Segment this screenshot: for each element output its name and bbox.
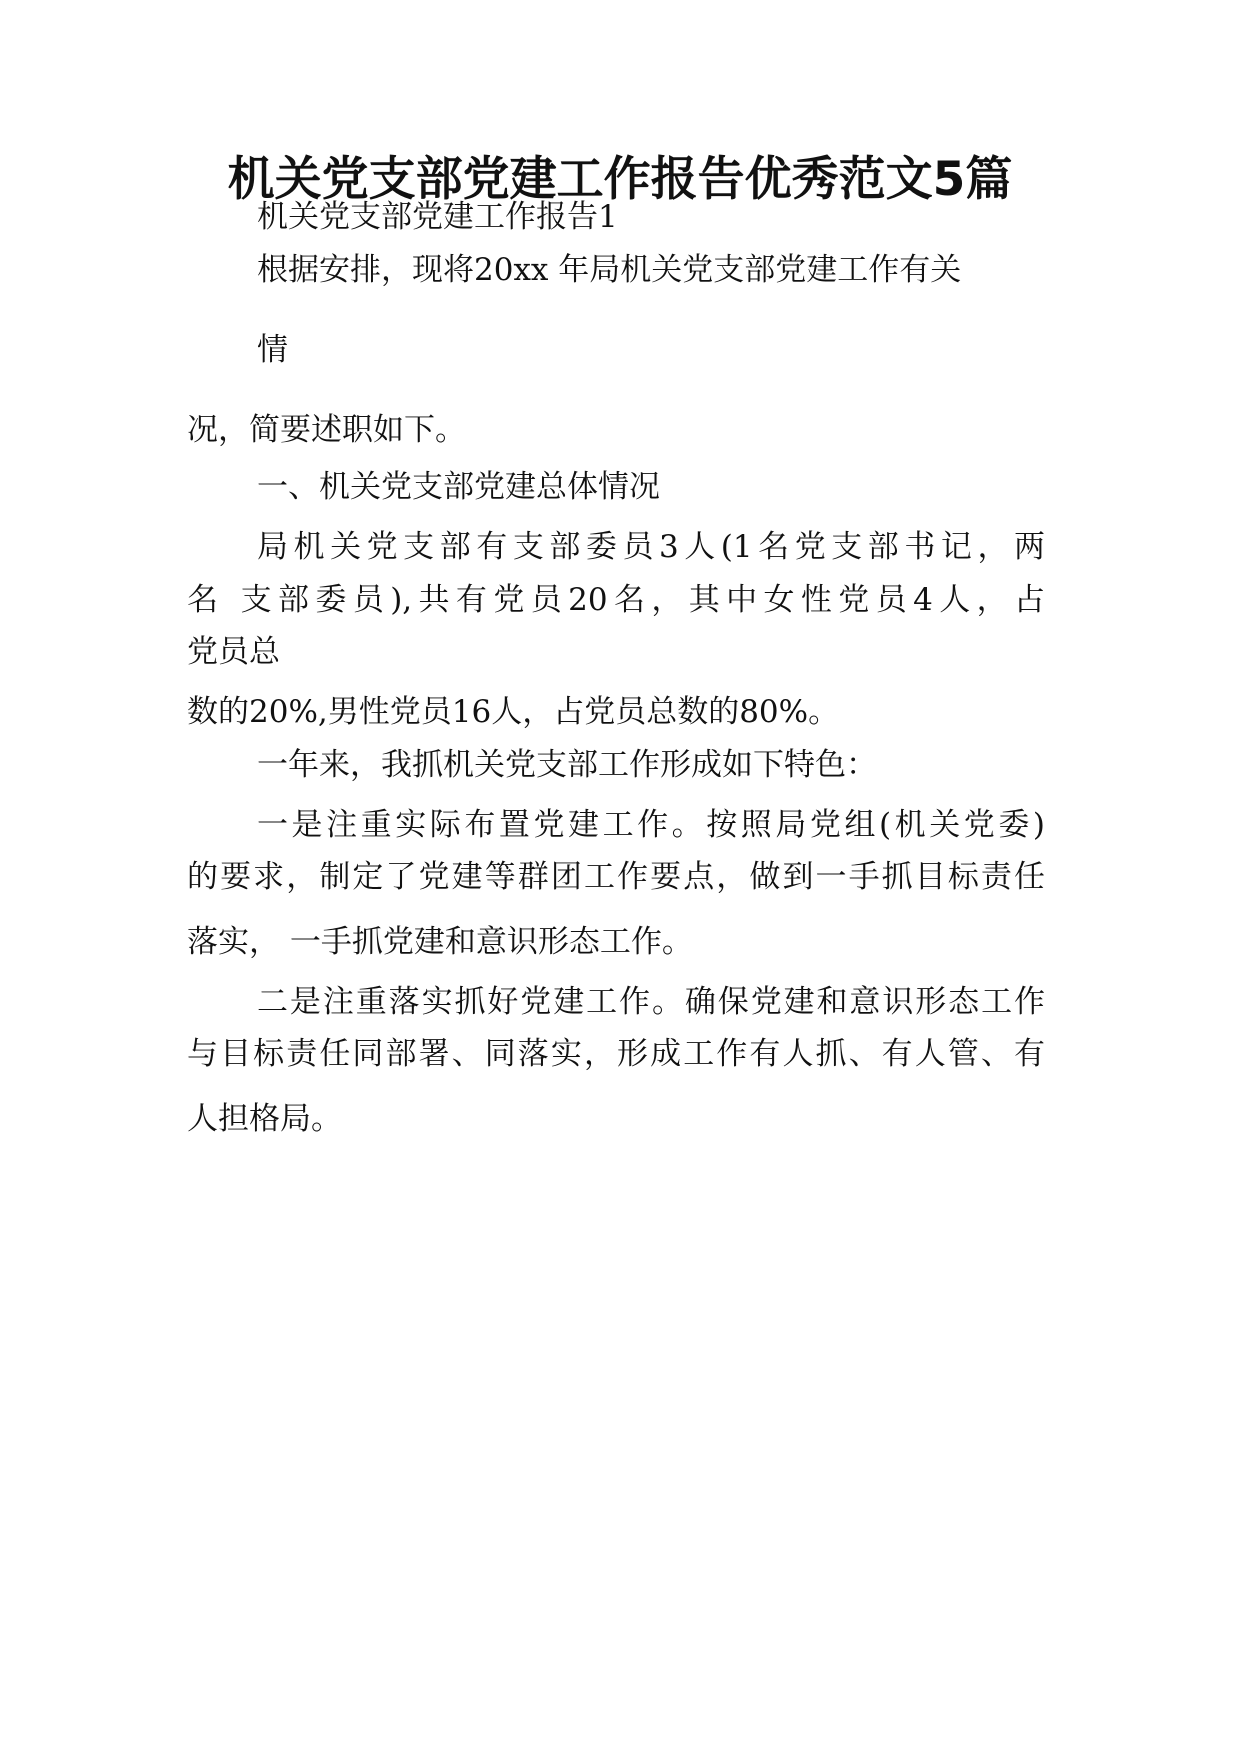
para3-line-1: 一是注重实际布置党建工作。按照局党组(机关党委): [257, 807, 1045, 843]
section-heading: 机关党支部党建工作报告1: [257, 199, 618, 235]
para3-line-2: 的要求，制定了党建等群团工作要点，做到一手抓目标责任: [187, 859, 1045, 895]
intro-line-2: 情: [257, 332, 288, 368]
para4-line-1: 二是注重落实抓好党建工作。确保党建和意识形态工作: [257, 984, 1045, 1020]
intro-line-3: 况，简要述职如下。: [187, 412, 466, 448]
para1-line-4: 数的20%,男性党员16人，占党员总数的80%。: [187, 694, 840, 730]
intro-line-1: 根据安排，现将20xx 年局机关党支部党建工作有关: [257, 252, 962, 288]
para1-line-2: 名 支部委员),共有党员20名，其中女性党员4人，占: [187, 582, 1045, 618]
para4-line-2: 与目标责任同部署、同落实，形成工作有人抓、有人管、有: [187, 1036, 1045, 1072]
document-title: 机关党支部党建工作报告优秀范文5篇: [227, 152, 1013, 207]
para3-line-3: 落实， 一手抓党建和意识形态工作。: [187, 924, 693, 960]
para2-line-1: 一年来，我抓机关党支部工作形成如下特色：: [257, 747, 877, 783]
para1-line-3: 党员总: [187, 634, 280, 670]
para1-line-1: 局机关党支部有支部委员3人(1名党支部书记，两: [257, 529, 1045, 565]
heading-1: 一、机关党支部党建总体情况: [257, 469, 660, 505]
para4-line-3: 人担格局。: [187, 1101, 342, 1137]
